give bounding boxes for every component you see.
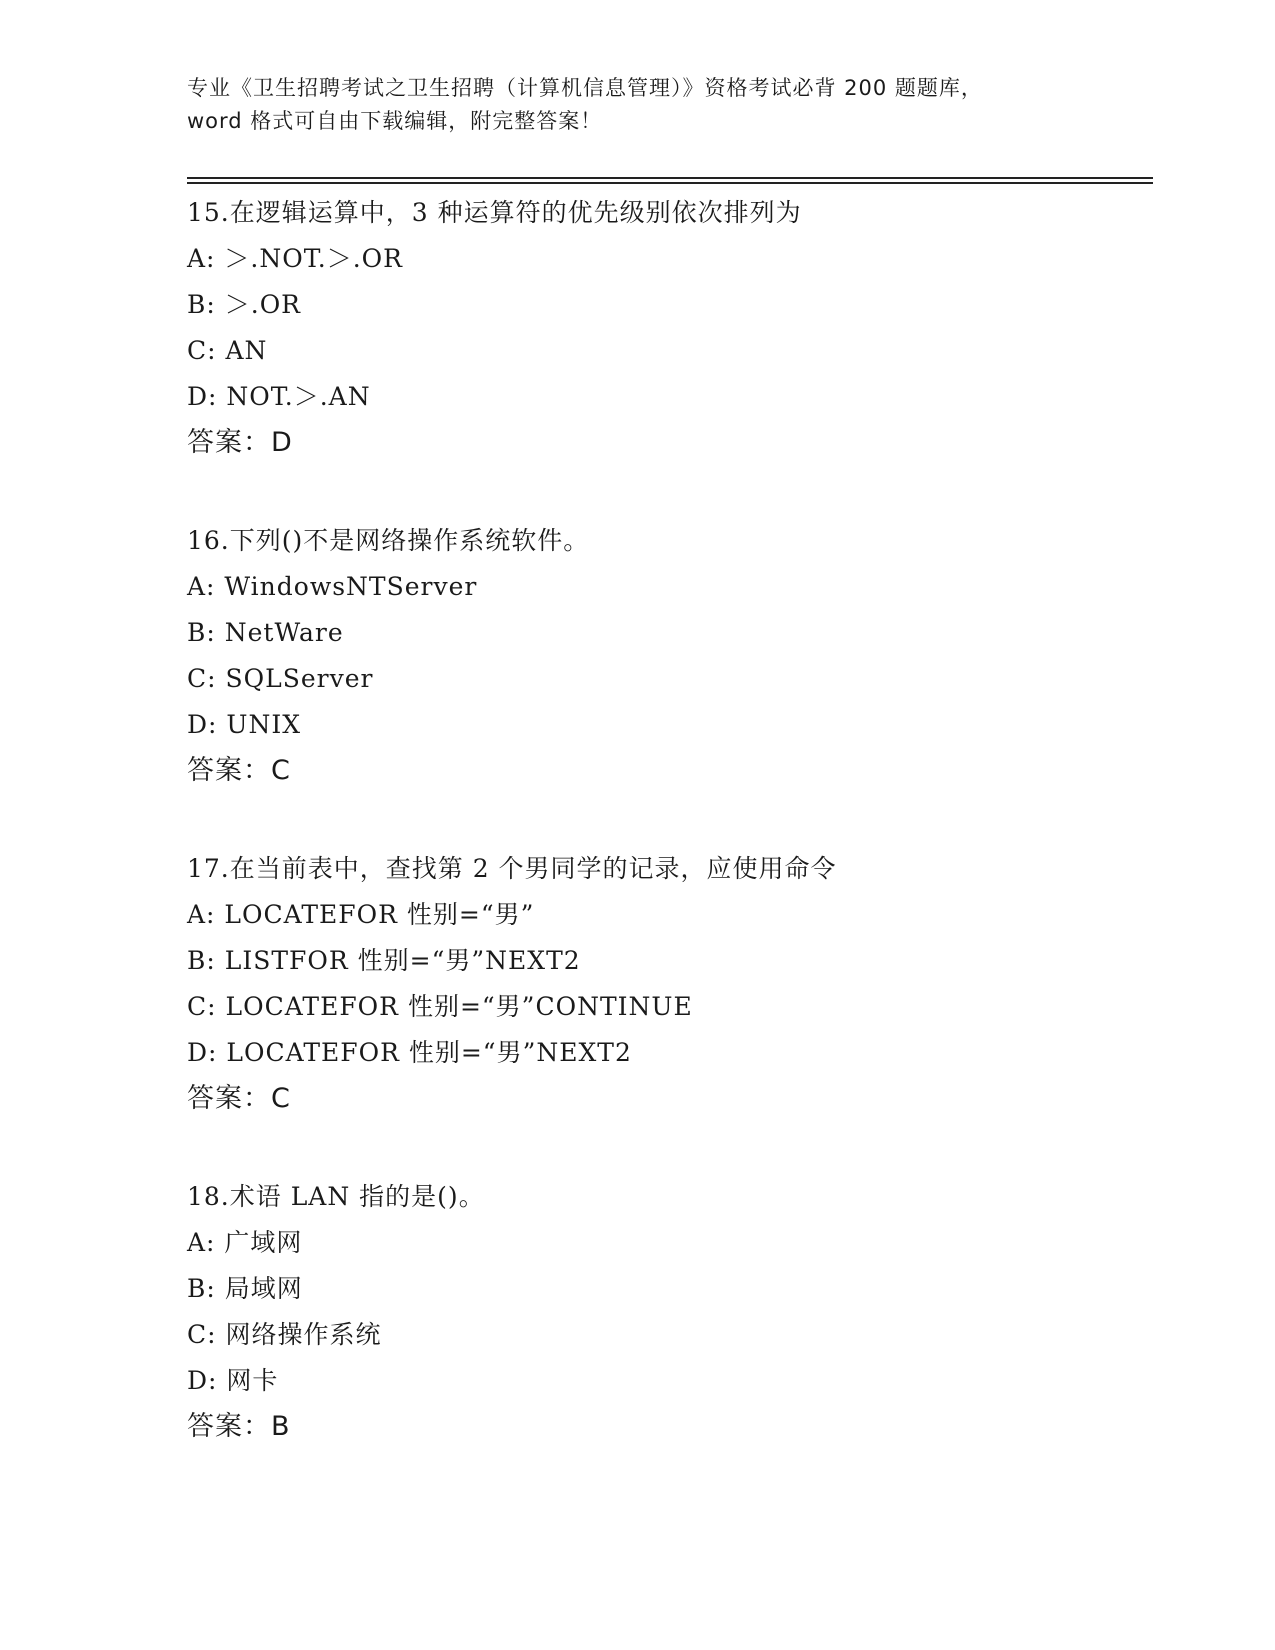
question-18	[187, 1174, 1147, 1450]
question-text: 15.在逻辑运算中，3 种运算符的优先级别依次排列为	[187, 198, 802, 227]
option-b: B: NetWare	[187, 618, 344, 647]
header-line-1: 专业《卫生招聘考试之卫生招聘（计算机信息管理）》资格考试必背 200 题题库，	[187, 76, 983, 100]
option-b: B: 局域网	[187, 1274, 303, 1303]
option-d: D: NOT.＞.AN	[187, 382, 371, 411]
question-16	[187, 518, 1147, 794]
option-c: C: SQLServer	[187, 664, 374, 693]
answer: 答案：C	[187, 1083, 291, 1114]
question-list	[187, 190, 1147, 1502]
question-17	[187, 846, 1147, 1122]
option-a: A: LOCATEFOR 性别=“男”	[187, 900, 535, 929]
header-divider-bottom	[187, 182, 1153, 184]
question-text: 18.术语 LAN 指的是()。	[187, 1182, 485, 1211]
option-a: A: ＞.NOT.＞.OR	[187, 244, 403, 273]
option-c: C: 网络操作系统	[187, 1320, 382, 1349]
option-a: A: 广域网	[187, 1228, 303, 1257]
option-c: C: LOCATEFOR 性别=“男”CONTINUE	[187, 992, 693, 1021]
header-divider-top	[187, 177, 1153, 179]
answer: 答案：B	[187, 1411, 291, 1442]
header-line-2: word 格式可自由下载编辑，附完整答案！	[187, 109, 603, 133]
option-a: A: WindowsNTServer	[187, 572, 478, 601]
option-d: D: 网卡	[187, 1366, 279, 1395]
question-text: 16.下列()不是网络操作系统软件。	[187, 526, 590, 555]
option-b: B: ＞.OR	[187, 290, 302, 319]
answer: 答案：D	[187, 427, 293, 458]
document-header	[187, 72, 1087, 138]
question-15	[187, 190, 1147, 466]
option-d: D: LOCATEFOR 性别=“男”NEXT2	[187, 1038, 632, 1067]
option-d: D: UNIX	[187, 710, 302, 739]
answer: 答案：C	[187, 755, 291, 786]
option-b: B: LISTFOR 性别=“男”NEXT2	[187, 946, 581, 975]
question-text: 17.在当前表中，查找第 2 个男同学的记录，应使用命令	[187, 854, 837, 883]
option-c: C: AN	[187, 336, 268, 365]
